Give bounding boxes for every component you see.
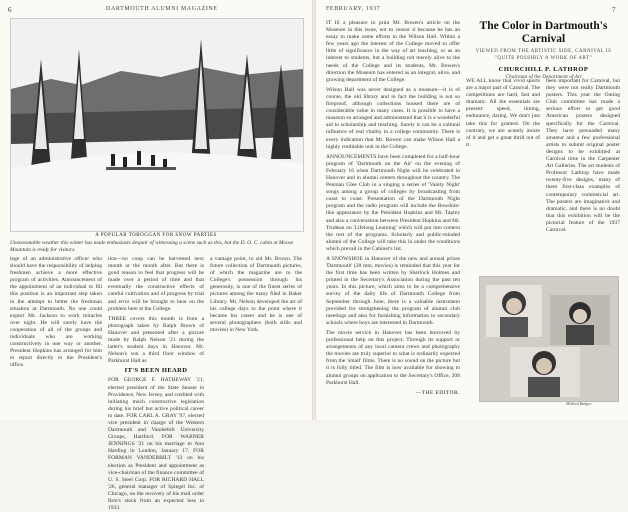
section-heading: IT'S BEEN HEARD (124, 367, 188, 375)
running-head: FEBRUARY, 1937 (326, 6, 381, 12)
toboggan-photo (10, 18, 304, 232)
body-text: a vantage point, to aid Mr. Brown. The future collection of Dartmouth pictures, of which the magazine are to the College's possession through his generosity, is one of the finest series of pictures among the many filed in Baker Library. Mr. Nelson developed the art of his college days to the point where it became his career and he is one of several photographers (both stills and movies) in New York. (210, 256, 302, 333)
article-title: The Color in Dartmouth's Carnival (479, 20, 608, 45)
body-text: Wilson Hall was never designed as a museum—it is of course, the old library and in fact the building is not so fireproof, although collections housed there are of considerable value in many cases. It is possible to have a museum so arranged and administered that it is a wonderful aid to scholarship and teaching. Surely it can be a cultural influence of real vitality in a college community. There is every indication that Mr. Bowen can make Wilson Hall a highly creditable unit in the College. (326, 86, 460, 150)
for-items: FOR GEORGE F. HATHEWAY '21, elected president of the State Senate in Providence, New Jersey, and credited with initiating much constructive legislation during his brief but active political career to date. FOR CARL A. GRAY '97, elected vice president in charge of the Western Dartmouth and Vanderbilt University Groups, Hartford. FOR WARNER JENNINGS '21 on his marriage to Ann Harding in London, January 17. FOR FORMAN VANDERBILT '13 on his election as President and appointment as vice-chairman of the finance committee of U. S. Steel Corp. FOR RICHARD HALL '26, general manager of Spiegel Inc. of Chicago, on the recovery of his mail order firm's stock from an expected loss in 1933. (108, 377, 204, 512)
left-column-1 (10, 256, 102, 370)
article-header (466, 20, 621, 80)
body-text: THREE covers this month is from a photograph taken by Ralph Brown of Hanover and presented after a picture made by Ralph Nelson '21 during the latter's student days in Hanover. Mr. Nelson's son a third floor window of Parkhurst Hall as (108, 315, 204, 365)
right-column-1 (326, 20, 460, 396)
page-number: 6 (8, 6, 12, 14)
article-text: been important for Carnival, but they were not really Dartmouth posters. This year the Outing Club committee has made a serious effort to get good American posters designed specifically for the Carnival. They have persuaded many amateur and a few professional artists to submit original poster designs to be exhibited at Carnival time in the Carpenter Art Galleries. The art students of Professor Lathrop have made twenty-five designs, many of them first-class examples of contemporary commercial art. The posters are imaginative and dramatic, and there is no doubt that this exhibition will be the pictorial feature of the 1937 Carnival. (546, 78, 620, 233)
body-text: tion—no coup can be harvested next month or the month after. But there is good reason to feel that progress will be made over a period of time and that eventually the constructive effects of careful cultivation and of progress by trial and error will be brought to bear on the problem here at the College. (108, 256, 204, 312)
article-author: CHURCHILL P. LATHROP (498, 66, 589, 73)
body-text: lege of an administrative officer who should have the responsibility of helping freshmen achieve a more effective program of activities. Announcement of the appointment of an individual to fill this position is an important step taken in the attempt to better the freshman situation at Dartmouth. No one could expect Mr. Jackson to work miracles over night. He will surely have the cooperation of all of the groups and individuals who are working constructively in one way or another. President Hopkins has arranged for him to report directly to the President's office. (10, 256, 102, 369)
body-text: IT IS a pleasure to print Mr. Bowen's article on the Museum in this issue, not to censor it because he has an essay to make some efforts in the Wilson Hall. Within a few years ago the interest of the College moved to offer little of significance in the way of art teaching, or as an interest to students, but a building not merely alive to the needs of the College and its students, Mr. Bowen's direction the Museum has entered as an integral, alive, and growing department of the College. (326, 20, 460, 83)
article-subtitle: VIEWED FROM THE ARTISTIC SIDE, CARNIVAL IS "QUITE POSSIBLY A WORK OF ART" (475, 49, 612, 61)
body-text: A SNOWSHOE in Hanover of the new and annual prizes 'Dartmouth' (28 mm. movies) is reminded that this year for the first time has been written by Sherlock Holmes and printed in the Secretary's Association during the past ten years. In this picture, which aims to be a comprehensive survey of the daily life of Dartmouth College from September through June, there is a valuable instrument provided for strengthening the program of alumni club meetings and also for furnishing information to secondary schools where boys are interested in Dartmouth. (326, 256, 460, 326)
article-text: WE ALL know that vivid sports are a major part of Carnival. The competitions are hard, fast and dramatic. All the essentials are present: speed, timing, endurance, daring. We don't just take this for granted. On the contrary, we are acutely aware of it and get a great thrill out of it. (466, 78, 540, 148)
running-head: DARTMOUTH ALUMNI MAGAZINE (106, 6, 218, 12)
photo-caption: Unseasonable weather this winter has made enthusiasts despair of witnessing a scene such as this, but the D. O. C. cabin at Moose Mountain is ready for visitors. (10, 240, 294, 253)
page-number: 7 (612, 6, 616, 14)
photo-credit: Mildred Badger (566, 401, 592, 406)
body-text: ANNOUNCEMENTS have been completed for a half-hour program of 'Dartmouth on the Air' on the evening of February 16 when Dartmouth Night will be celebrated in Hanover and in alumni centers throughout the country. The Penman Glee Club in a singing a series of 'Vanity Night' songs among a group of colleges by broadcasting from coast to coast. Presentation of the Dartmouth Night program and the radio program will include the Bowdoin-like appearance by the President Hopkins and Mr. Tapley and also a conversation between President Hopkins and Mr. Trudeau on 'Lifelong Learning' which will put into context the rest of the programs. Scholarly and public-minded alumni of the College will take this in under the conditions which prevail in the Cabinet's list. (326, 153, 460, 252)
left-column-2 (108, 256, 204, 512)
article-column-1 (466, 78, 540, 149)
editor-signature: —THE EDITOR. (415, 389, 460, 396)
right-page (316, 0, 628, 420)
left-column-3 (210, 256, 302, 334)
left-page (0, 0, 312, 512)
carnival-girl-photo (479, 276, 619, 402)
author-role: Chairman of the Department of Art (505, 74, 582, 80)
body-text: The movie service in Hanover has been borrowed by professional help on this project. Through its support or arrangements of any local camera crews and photography the movies are truly superior to what is ordinarily expected from the 'small' films. There is no sound on the picture but it is fully titled. The film is now available for showing to alumni groups on application to the Secretary's Office, 208 Parkhurst Hall. (326, 329, 460, 386)
article-column-2 (546, 78, 620, 234)
photo-caption-title: A POPULAR TOBOGGAN FOR SNOW PARTIES (95, 233, 217, 238)
